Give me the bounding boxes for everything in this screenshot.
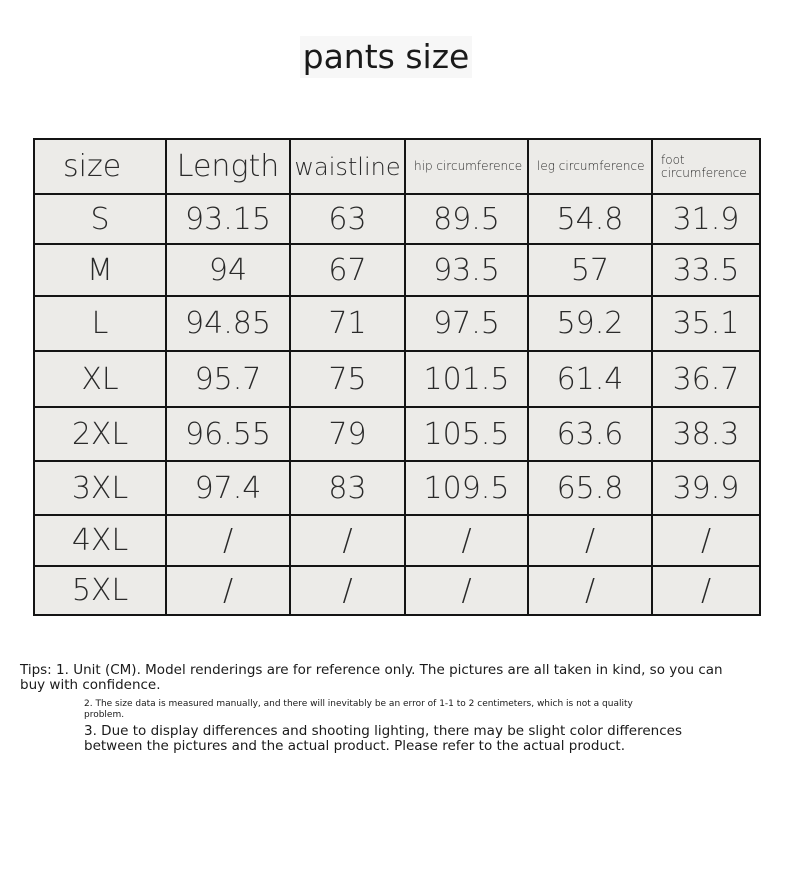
- waistline-cell: 83: [290, 461, 405, 515]
- size-cell: L: [34, 296, 166, 351]
- header-cell-leg: leg circumference: [528, 139, 652, 194]
- table-row: [34, 566, 760, 615]
- hip-cell: /: [405, 566, 528, 615]
- tip-color-note: 3. Due to display differences and shooting lighting, there may be slight color differences between the pictures and the actual product. Please refer to the actual product.: [84, 723, 682, 754]
- table-row: [34, 515, 760, 566]
- size-cell: 2XL: [34, 407, 166, 461]
- table-row: [34, 296, 760, 351]
- leg-cell: 65.8: [528, 461, 652, 515]
- foot-cell: 35.1: [652, 296, 760, 351]
- table-row: [34, 194, 760, 244]
- hip-cell: 109.5: [405, 461, 528, 515]
- table-row: [34, 407, 760, 461]
- hip-cell: 101.5: [405, 351, 528, 407]
- leg-cell: /: [528, 566, 652, 615]
- table-row: [34, 244, 760, 296]
- waistline-cell: 63: [290, 194, 405, 244]
- waistline-cell: 71: [290, 296, 405, 351]
- length-cell: 93.15: [166, 194, 290, 244]
- foot-cell: 38.3: [652, 407, 760, 461]
- length-cell: 95.7: [166, 351, 290, 407]
- length-cell: 94: [166, 244, 290, 296]
- size-cell: M: [34, 244, 166, 296]
- size-cell: 3XL: [34, 461, 166, 515]
- header-cell-size: size: [34, 139, 166, 194]
- length-cell: 97.4: [166, 461, 290, 515]
- foot-cell: 39.9: [652, 461, 760, 515]
- waistline-cell: 67: [290, 244, 405, 296]
- leg-cell: 54.8: [528, 194, 652, 244]
- leg-cell: 59.2: [528, 296, 652, 351]
- hip-cell: 93.5: [405, 244, 528, 296]
- waistline-cell: 75: [290, 351, 405, 407]
- leg-cell: /: [528, 515, 652, 566]
- hip-cell: 97.5: [405, 296, 528, 351]
- header-cell-hip: hip circumference: [405, 139, 528, 194]
- page-title: pants size: [300, 36, 472, 78]
- waistline-cell: 79: [290, 407, 405, 461]
- table-header-row: [34, 139, 760, 194]
- table-row: [34, 461, 760, 515]
- hip-cell: 105.5: [405, 407, 528, 461]
- size-cell: 4XL: [34, 515, 166, 566]
- foot-cell: /: [652, 566, 760, 615]
- tip-measurement-note: 2. The size data is measured manually, and there will inevitably be an error of 1-1 to 2 centimeters, which is not a quality problem.: [84, 699, 633, 720]
- size-table: [33, 138, 761, 616]
- size-cell: S: [34, 194, 166, 244]
- table-row: [34, 351, 760, 407]
- header-cell-waistline: waistline: [290, 139, 405, 194]
- waistline-cell: /: [290, 566, 405, 615]
- leg-cell: 57: [528, 244, 652, 296]
- header-cell-foot: foot circumference: [652, 139, 760, 194]
- length-cell: /: [166, 566, 290, 615]
- foot-cell: 31.9: [652, 194, 760, 244]
- size-cell: 5XL: [34, 566, 166, 615]
- hip-cell: 89.5: [405, 194, 528, 244]
- notes-section: [20, 663, 740, 754]
- hip-cell: /: [405, 515, 528, 566]
- size-cell: XL: [34, 351, 166, 407]
- foot-cell: 33.5: [652, 244, 760, 296]
- foot-cell: /: [652, 515, 760, 566]
- length-cell: 94.85: [166, 296, 290, 351]
- waistline-cell: /: [290, 515, 405, 566]
- foot-cell: 36.7: [652, 351, 760, 407]
- length-cell: 96.55: [166, 407, 290, 461]
- tip-unit-note: Tips: 1. Unit (CM). Model renderings are for reference only. The pictures are all taken in kind, so you can buy with confidence.: [20, 662, 723, 693]
- leg-cell: 63.6: [528, 407, 652, 461]
- leg-cell: 61.4: [528, 351, 652, 407]
- length-cell: /: [166, 515, 290, 566]
- header-cell-length: Length: [166, 139, 290, 194]
